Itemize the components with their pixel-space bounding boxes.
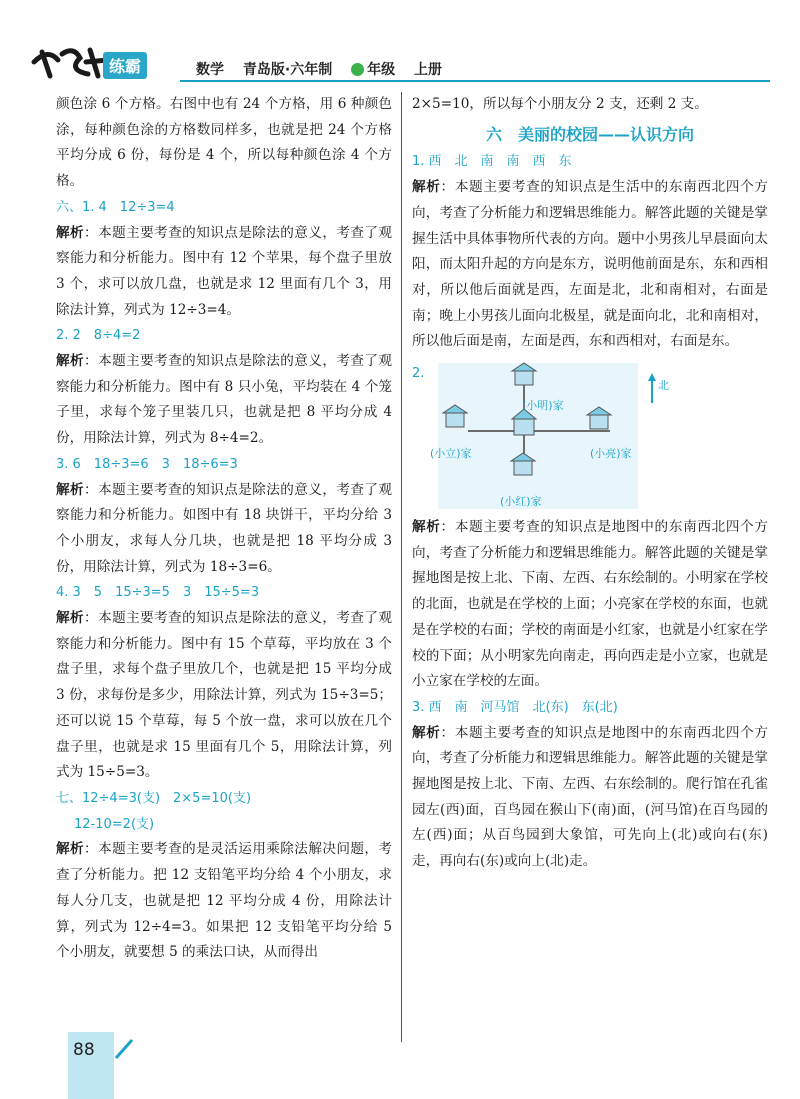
header-info [196, 59, 456, 79]
right-column [412, 92, 768, 875]
analysis-text: ：本题主要考查的知识点是除法的意义，考查了观察能力和分析能力。如图中有 18 块饼干，平均分给 3 个小朋友，求每人分几块，也就是把 18 平均分成 3 份，用除法计算，列式为 18÷3=6。 [56, 481, 393, 575]
analysis-label: 解析 [412, 519, 441, 536]
analysis-2 [412, 515, 768, 695]
analysis-6-2 [56, 349, 392, 452]
analysis-label: 解析 [412, 179, 441, 196]
subject-label: 数学 [196, 62, 224, 78]
answer-1: 1. 西 北 南 南 西 东 [412, 154, 572, 170]
analysis-1 [412, 175, 768, 355]
label-xiaohong: (小红)家 [500, 495, 542, 509]
answer-6-2: 2. 2 8÷4=2 [56, 328, 141, 344]
analysis-label: 解析 [56, 610, 85, 627]
analysis-6-4 [56, 606, 392, 786]
edition-label: 青岛版·六年制 [242, 62, 333, 78]
analysis-text: ：本题主要考查的知识点是地图中的东南西北四个方向，考查了分析能力和逻辑思维能力。解答此题的关键是掌握地图是按上北、下南、左西、右东绘制的。爬行馆在孔雀园左(西)面，百鸟园在猴山下(南)面，(河马馆)在百鸟园的左(西)面；从百鸟园到大象馆，可先向上(北)或向右(东)走，再向右(东)或向上(北)走。 [412, 724, 769, 870]
analysis-text: ：本题主要考查的知识点是除法的意义，考查了观察能力和分析能力。图中有 8 只小兔，平均装在 4 个笼子里，求每个笼子里装几只，也就是把 8 平均分成 4 份，用除法计算，列式为 8÷4=2。 [56, 353, 393, 447]
analysis-text: ：本题主要考查的知识点是生活中的东南西北四个方向，考查了分析能力和逻辑思维能力。解答此题的关键是掌握生活中具体事物所代表的方向。题中小男孩儿早晨面向太阳，而太阳升起的方向是东方，说明他前面是东，东和西相对，所以他后面就是西，左面是北，北和南相对，右面是南；晚上小男孩儿面向北极星，就是面向北，北和南相对，所以他后面是南，左面是西，东和西相对，右面是东。 [412, 179, 769, 350]
grade-dot-icon [351, 63, 364, 76]
analysis-label: 解析 [56, 224, 85, 241]
analysis-3 [412, 721, 768, 875]
volume-label: 上册 [413, 62, 442, 78]
analysis-label: 解析 [412, 724, 441, 741]
analysis-label: 解析 [56, 841, 85, 858]
map-diagram [412, 361, 768, 511]
house-xiaoli-icon [443, 405, 467, 427]
question-2-number: 2. [412, 366, 425, 382]
label-xiaoli: (小立)家 [430, 447, 472, 461]
grade-label: 年级 [367, 62, 396, 78]
analysis-6-1 [56, 221, 392, 324]
answer-6-3: 3. 6 18÷3=6 3 18÷6=3 [56, 456, 238, 472]
column-divider [401, 92, 402, 1042]
house-xiaohong-icon [511, 453, 535, 475]
direction-map [412, 361, 768, 511]
answer-7-line1: 七、12÷4=3(支) 2×5=10(支) [56, 790, 252, 806]
analysis-6-3 [56, 478, 392, 581]
analysis-label: 解析 [56, 353, 85, 370]
house-xiaoming-icon [512, 363, 536, 385]
page-number: 88 [73, 1040, 95, 1060]
page-header [0, 0, 800, 92]
analysis-7 [56, 837, 392, 966]
analysis-text: ：本题主要考查的知识点是地图中的东南西北四个方向，考查了分析能力和逻辑思维能力。解答此题的关键是掌握地图是按上北、下南、左西、右东绘制的。小明家在学校的北面，也就是在学校的上面；小亮家在学校的东面，也就是在学校的右面；学校的南面是小红家，也就是小红家在学校的下面；从小明家先向南走，再向西走是小立家，也就是小立家在学校的左面。 [412, 519, 769, 690]
pencil-icon [112, 1036, 136, 1062]
analysis-label: 解析 [56, 481, 85, 498]
answer-6-1: 六、1. 4 12÷3=4 [56, 199, 175, 215]
label-north: 北 [658, 379, 669, 393]
section-title: 六 美丽的校园——认识方向 [485, 124, 694, 144]
analysis-text: ：本题主要考查的知识点是除法的意义，考查了观察能力和分析能力。图中有 15 个草莓，平均放在 3 个盘子里，求每个盘子里放几个，也就是把 15 平均分成 3 份，求每份是多少，用除法计算，列式为 15÷3=5；还可以说 15 个草莓，每 5 个放一盘，求可以放在几个盘子里，也就是求 15 里面有几个 5，用除法计算，列式为 15÷5=3。 [56, 610, 393, 781]
answer-6-4: 4. 3 5 15÷3=5 3 15÷5=3 [56, 585, 260, 601]
answer-7-line2: 12-10=2(支) [74, 816, 155, 832]
left-column [56, 92, 392, 966]
analysis-text: ：本题主要考查的知识点是除法的意义，考查了观察能力和分析能力。图中有 12 个苹果，每个盘子里放 3 个，求可以放几盘，也就是求 12 里面有几个 3，用除法计算，列式为 12÷3=4。 [56, 224, 393, 318]
answer-3: 3. 西 南 河马馆 北(东) 东(北) [412, 699, 618, 715]
label-xiaoming: (小明)家 [522, 399, 564, 413]
house-xiaoliang-icon [587, 407, 611, 429]
header-rule [180, 80, 770, 82]
left-continued-text: 颜色涂 6 个方格。右图中也有 24 个方格，用 6 种颜色涂，每种颜色涂的方格数同样多，也就是把 24 个方格平均分成 6 份，每份是 4 个，所以每种颜色涂 4 个方格。 [56, 96, 392, 190]
logo-tag: 练霸 [103, 52, 147, 79]
analysis-text: ：本题主要考查的是灵活运用乘除法解决问题，考查了分析能力。把 12 支铅笔平均分给 4 个小朋友，求每人分几支，也就是把 12 平均分成 4 份，用除法计算，列式为 12÷4=3。如果把 12 支铅笔平均分给 5 个小朋友，就要想 5 的乘法口诀，从而得出 [56, 841, 393, 961]
label-xiaoliang: (小亮)家 [590, 447, 632, 461]
right-continued-text: 2×5=10，所以每个小朋友分 2 支，还剩 2 支。 [412, 96, 708, 112]
